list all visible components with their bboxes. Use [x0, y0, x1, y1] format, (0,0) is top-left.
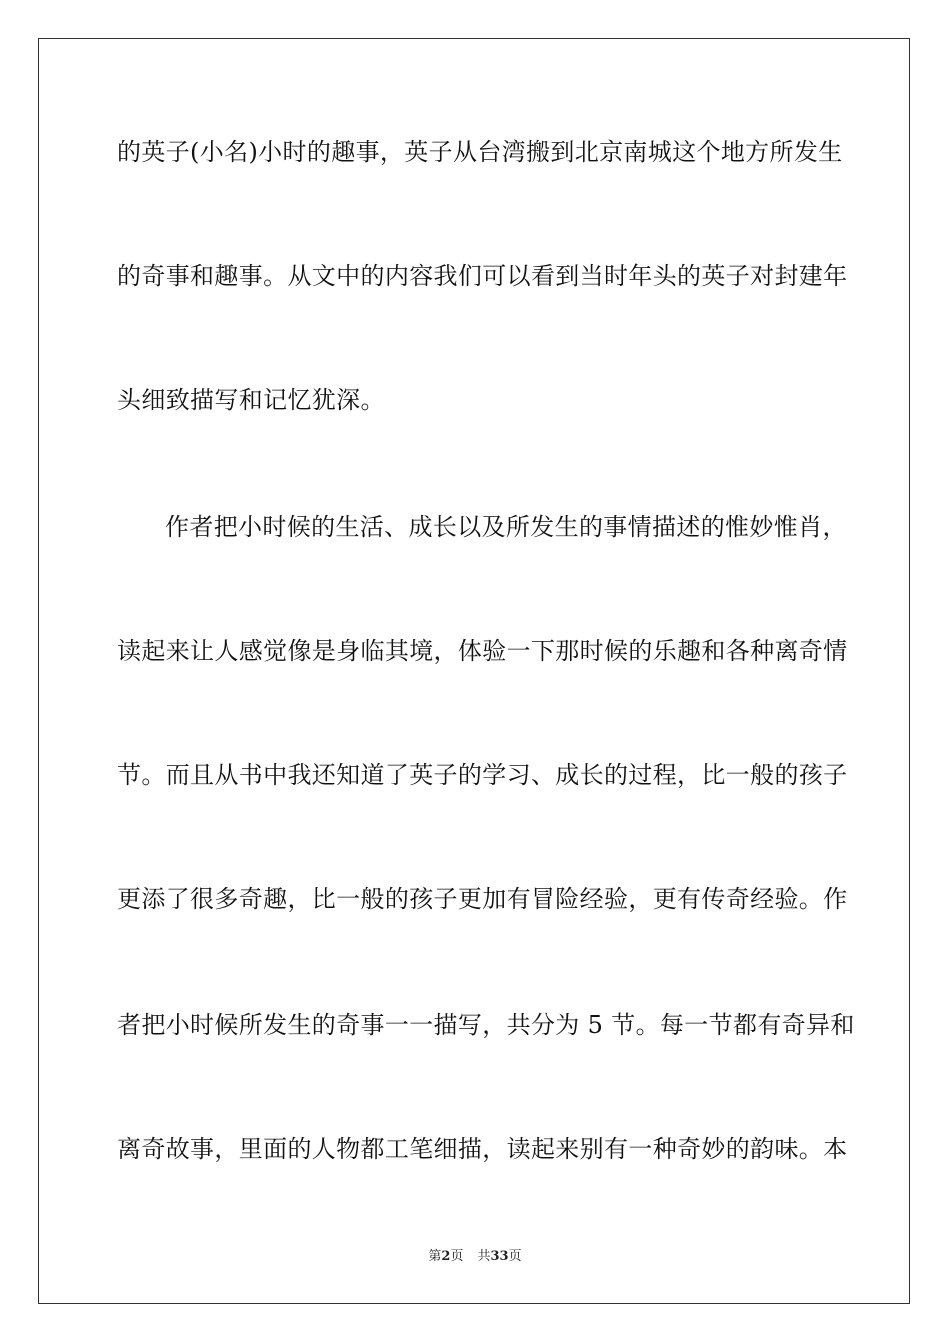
page-prefix: 第: [428, 1249, 442, 1264]
text-line-3: 头细致描写和记忆犹深。: [117, 386, 385, 414]
page-footer: [0, 1249, 950, 1265]
text-line-6: 节。而且从书中我还知道了英子的学习、成长的过程，比一般的孩子: [117, 761, 848, 789]
text-line-1: 的英子(小名)小时的趣事，英子从台湾搬到北京南城这个地方所发生: [117, 138, 843, 166]
text-line-7: 更添了很多奇趣，比一般的孩子更加有冒险经验，更有传奇经验。作: [117, 885, 848, 913]
text-line-2: 的奇事和趣事。从文中的内容我们可以看到当时年头的英子对封建年: [117, 262, 848, 290]
text-line-5: 读起来让人感觉像是身临其境，体验一下那时候的乐趣和各种离奇情: [117, 637, 848, 665]
total-prefix: 共: [477, 1249, 491, 1264]
text-line-9: 离奇故事，里面的人物都工笔细描，读起来别有一种奇妙的韵味。本: [117, 1135, 848, 1163]
page-border: [38, 38, 910, 1304]
page-number: 2: [441, 1249, 451, 1264]
text-line-4: 作者把小时候的生活、成长以及所发生的事情描述的惟妙惟肖，: [165, 513, 847, 541]
page-suffix: 页: [450, 1249, 464, 1264]
text-line-8: 者把小时候所发生的奇事一一描写，共分为 5 节。每一节都有奇异和: [117, 1011, 855, 1039]
total-pages: 33: [490, 1249, 509, 1264]
total-suffix: 页: [508, 1249, 522, 1264]
